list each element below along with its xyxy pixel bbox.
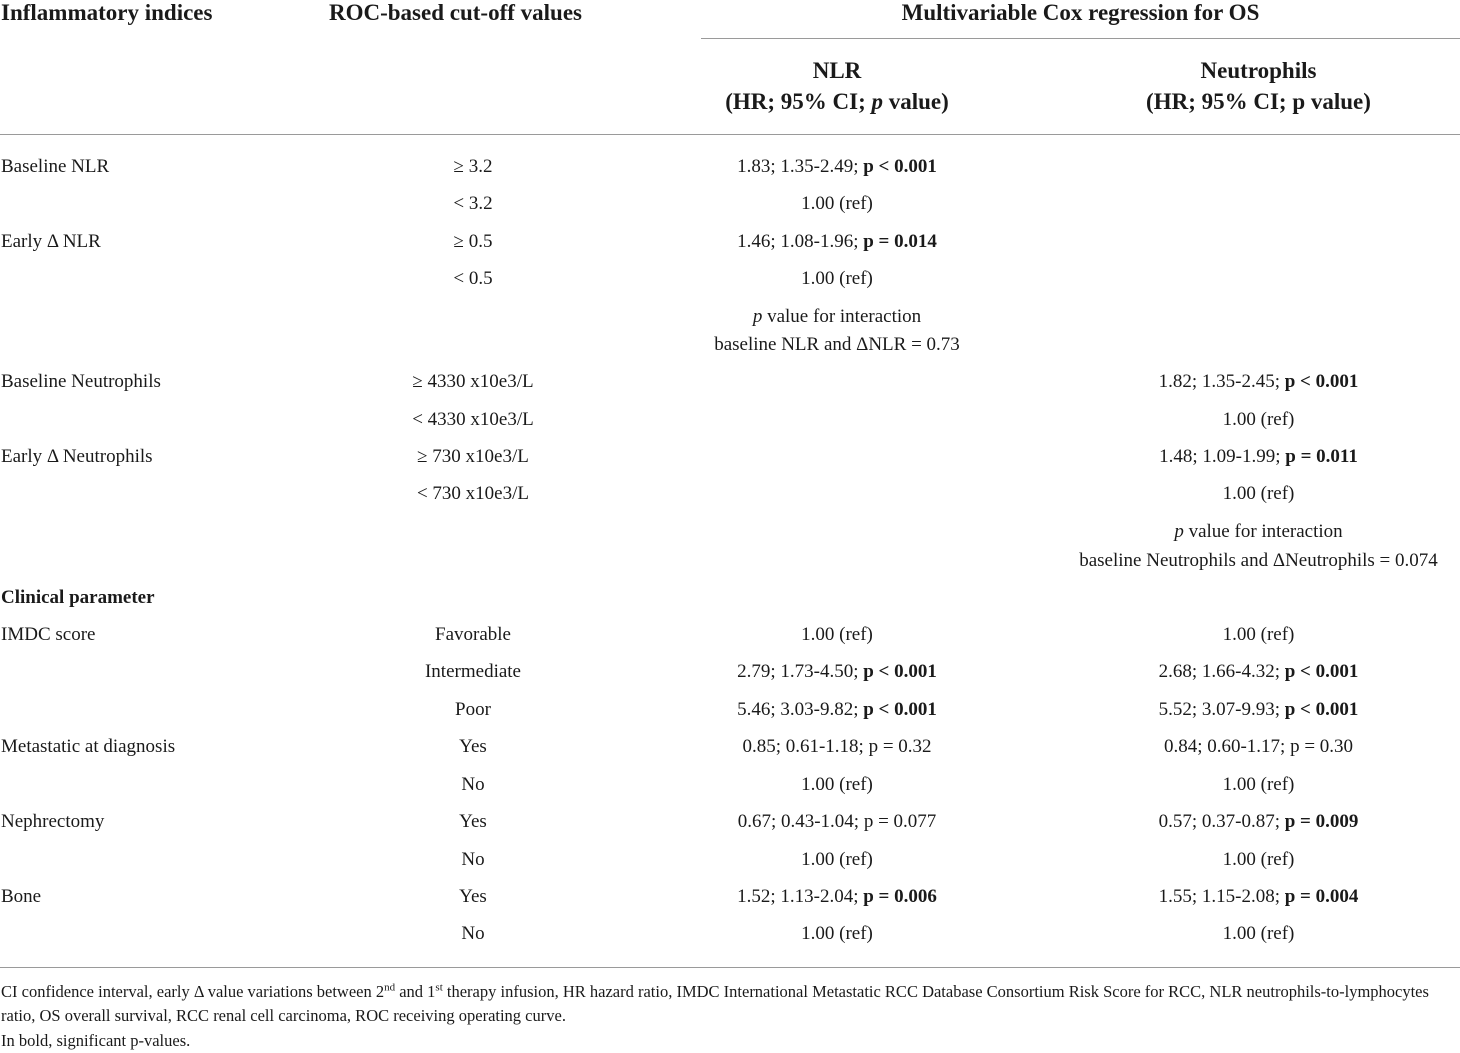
- row-neutrophils-hr: 5.52; 3.07-9.93; p < 0.001: [1158, 699, 1359, 720]
- nlr-interaction-line2: baseline NLR and ΔNLR = 0.73: [714, 334, 960, 355]
- row-neutrophils-hr: 1.00 (ref): [1222, 774, 1295, 795]
- row-cutoff: ≥ 4330 x10e3/L: [412, 371, 534, 392]
- row-neutrophils-hr: 1.48; 1.09-1.99; p = 0.011: [1159, 446, 1358, 467]
- header-neutrophils-subtitle: (HR; 95% CI; p value): [1146, 89, 1371, 114]
- row-cutoff: Intermediate: [424, 661, 521, 682]
- header-roc-cutoff: ROC-based cut-off values: [329, 0, 582, 25]
- row-neutrophils-hr: 1.00 (ref): [1222, 483, 1295, 504]
- row-neutrophils-hr: 2.68; 1.66-4.32; p < 0.001: [1158, 661, 1359, 682]
- row-nlr-hr: 1.00 (ref): [801, 923, 873, 944]
- row-cutoff: No: [461, 774, 485, 795]
- row-neutrophils-hr: 1.00 (ref): [1222, 409, 1295, 430]
- row-neutrophils-hr: 0.57; 0.37-0.87; p = 0.009: [1158, 811, 1359, 832]
- row-cutoff: Yes: [459, 736, 487, 757]
- row-neutrophils-hr: 1.00 (ref): [1222, 624, 1295, 645]
- row-label: Bone: [1, 886, 42, 907]
- section-clinical-parameter: Clinical parameter: [1, 587, 155, 608]
- row-nlr-hr: 1.46; 1.08-1.96; p = 0.014: [737, 231, 937, 252]
- nlr-interaction-line1: p value for interaction: [752, 306, 922, 327]
- header-span-rule: [701, 38, 1460, 39]
- row-nlr-hr: 1.00 (ref): [801, 268, 873, 289]
- row-nlr-hr: 0.67; 0.43-1.04; p = 0.077: [737, 811, 937, 832]
- row-nlr-hr: 1.00 (ref): [801, 193, 873, 214]
- row-nlr-hr: 0.85; 0.61-1.18; p = 0.32: [742, 736, 932, 757]
- header-inflammatory-indices: Inflammatory indices: [1, 0, 213, 25]
- row-cutoff: Favorable: [435, 624, 511, 645]
- table-footnote: CI confidence interval, early Δ value variations between 2nd and 1st therapy infusion, HR hazard ratio, IMDC International Metastatic RCC Database Consortium Risk Score for RCC, NLR neutrophils-to-lymphocytes ratio, OS overall survival, RCC renal cell carcinoma, ROC receiving operating curve.: [1, 981, 1429, 1025]
- row-cutoff: ≥ 3.2: [453, 156, 493, 177]
- header-nlr: [701, 55, 973, 117]
- row-cutoff: < 3.2: [453, 193, 493, 214]
- row-neutrophils-hr: 1.55; 1.15-2.08; p = 0.004: [1158, 886, 1359, 907]
- row-label: IMDC score: [1, 624, 96, 645]
- row-neutrophils-hr: 1.00 (ref): [1222, 849, 1295, 870]
- header-multivariable-cox: Multivariable Cox regression for OS: [901, 0, 1260, 25]
- row-nlr-hr: 1.00 (ref): [801, 774, 873, 795]
- row-nlr-hr: 1.52; 1.13-2.04; p = 0.006: [737, 886, 937, 907]
- header-neutrophils-title: Neutrophils: [1200, 58, 1317, 83]
- row-label: Baseline NLR: [1, 156, 110, 177]
- row-label: Baseline Neutrophils: [1, 371, 161, 392]
- row-label: Metastatic at diagnosis: [1, 736, 176, 757]
- row-cutoff: No: [461, 849, 485, 870]
- row-cutoff: No: [461, 923, 485, 944]
- row-cutoff: Yes: [459, 811, 487, 832]
- row-cutoff: Yes: [459, 886, 487, 907]
- row-nlr-hr: 2.79; 1.73-4.50; p < 0.001: [737, 661, 937, 682]
- header-bottom-rule: [0, 134, 1460, 135]
- header-neutrophils: [1057, 55, 1460, 117]
- row-cutoff: < 4330 x10e3/L: [412, 409, 534, 430]
- row-nlr-hr: 5.46; 3.03-9.82; p < 0.001: [737, 699, 937, 720]
- row-label: Early Δ Neutrophils: [1, 446, 153, 467]
- row-label: Early Δ NLR: [1, 231, 101, 252]
- row-nlr-hr: 1.00 (ref): [801, 849, 873, 870]
- row-neutrophils-hr: 1.00 (ref): [1222, 923, 1295, 944]
- row-cutoff: < 730 x10e3/L: [416, 483, 530, 504]
- header-nlr-title: NLR: [812, 58, 862, 83]
- row-cutoff: < 0.5: [453, 268, 493, 289]
- header-nlr-subtitle: (HR; 95% CI; p value): [725, 89, 949, 114]
- table-bottom-rule: [0, 967, 1460, 968]
- row-nlr-hr: 1.00 (ref): [801, 624, 873, 645]
- neut-interaction-line2: baseline Neutrophils and ΔNeutrophils = 0.074: [1079, 550, 1438, 571]
- row-neutrophils-hr: 1.82; 1.35-2.45; p < 0.001: [1158, 371, 1359, 392]
- neut-interaction-line1: p value for interaction: [1174, 521, 1343, 542]
- row-cutoff: Poor: [455, 699, 491, 720]
- row-cutoff: ≥ 0.5: [453, 231, 493, 252]
- row-cutoff: ≥ 730 x10e3/L: [417, 446, 529, 467]
- row-label: Nephrectomy: [1, 811, 105, 832]
- table-footnote-bold-note: In bold, significant p-values.: [1, 1031, 191, 1050]
- row-neutrophils-hr: 0.84; 0.60-1.17; p = 0.30: [1163, 736, 1354, 757]
- row-nlr-hr: 1.83; 1.35-2.49; p < 0.001: [737, 156, 937, 177]
